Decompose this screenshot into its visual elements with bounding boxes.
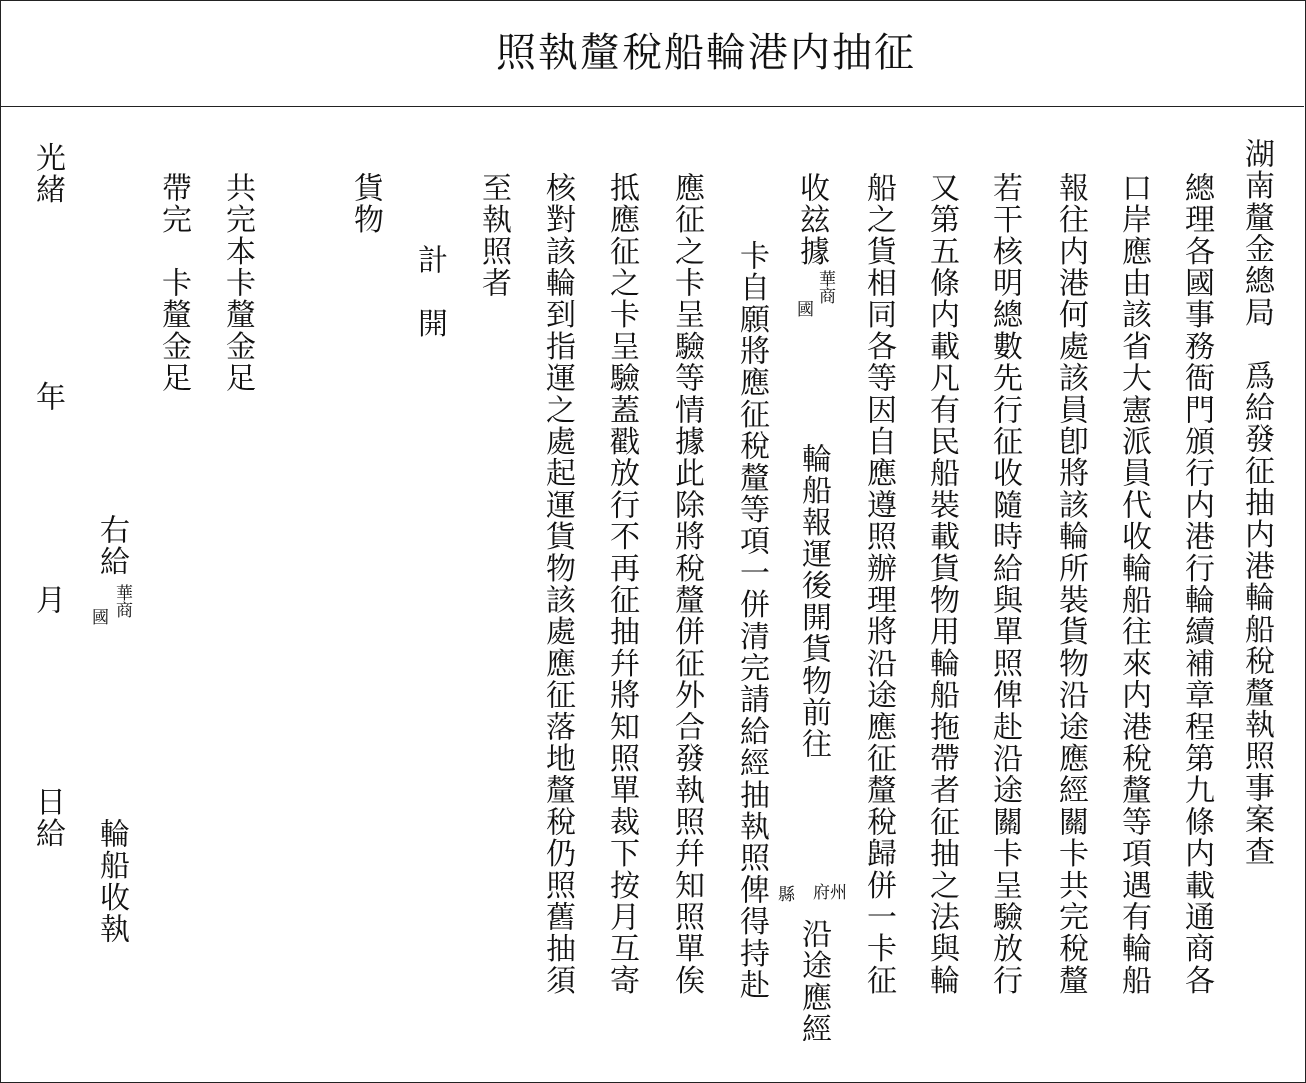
- you-gei-label: 右給: [94, 514, 129, 578]
- warichu-huashang-2: 華商: [112, 584, 132, 618]
- body-column-13: 至執照者: [476, 172, 511, 299]
- body-column-12: 核對該輪到指運之處起運貨物該處應征落地釐稅仍照舊抽須: [540, 172, 575, 997]
- body-column-8b: 輪船報運後開貨物前往: [796, 443, 831, 760]
- date-month: 月: [30, 584, 65, 616]
- body-column-10: 應征之卡呈驗等情據此除將稅釐併征外合發執照幷知照單俟: [669, 172, 704, 997]
- body-column-7: 船之貨相同各等因自應遵照辦理將沿途應征釐稅歸併一卡征: [861, 172, 896, 997]
- fu-zhou-label: 府州: [813, 883, 847, 903]
- body-column-1: 湖南釐金總局 爲給發征抽内港輪船稅釐執照事案查: [1239, 138, 1274, 868]
- body-column-8c: 沿途應經: [796, 918, 831, 1045]
- warichu-guo-1: 國: [793, 300, 813, 317]
- body-column-2: 總理各國事務衙門頒行内港行輪續補章程第九條内載通商各: [1179, 172, 1214, 997]
- body-column-8a: 收玆據: [794, 172, 829, 268]
- date-day-issued: 日給: [30, 786, 65, 850]
- body-column-9: 卡自願將應征稅釐等項一併清完請給經抽執照俾得持赴: [734, 240, 769, 1001]
- body-column-5: 若干核明總數先行征收隨時給與單照俾赴沿途關卡呈驗放行: [987, 172, 1022, 997]
- date-guangxu: 光緒: [30, 142, 65, 206]
- body-column-6: 又第五條内載凡有民船裝載貨物用輪船拖帶者征抽之法與輪: [924, 172, 959, 997]
- body-column-11: 抵應征之卡呈驗蓋戳放行不再征抽幷將知照單裁下按月互寄: [604, 172, 639, 997]
- warichu-guo-2: 國: [88, 608, 108, 625]
- lun-chuan-shou-zhi: 輪船收執: [94, 818, 129, 945]
- page-title: 照執釐稅船輪港内抽征: [496, 30, 916, 76]
- body-column-4: 報往内港何處該員卽將該輪所裝貨物沿途應經關卡共完稅釐: [1053, 172, 1088, 997]
- gong-wan-line: 共完本卡釐金足: [220, 172, 255, 394]
- body-column-3: 口岸應由該省大憲派員代收輪船往來内港稅釐等項遇有輪船: [1116, 172, 1151, 997]
- warichu-huashang-1: 華商: [815, 270, 835, 304]
- ji-kai-label: 計 開: [412, 244, 447, 340]
- dai-wan-line: 帶完 卡釐金足: [156, 172, 191, 394]
- huo-wu-label: 貨物: [348, 172, 383, 236]
- date-year: 年: [30, 381, 65, 413]
- title-band: [0, 0, 1304, 107]
- xian-label: 縣: [778, 885, 795, 905]
